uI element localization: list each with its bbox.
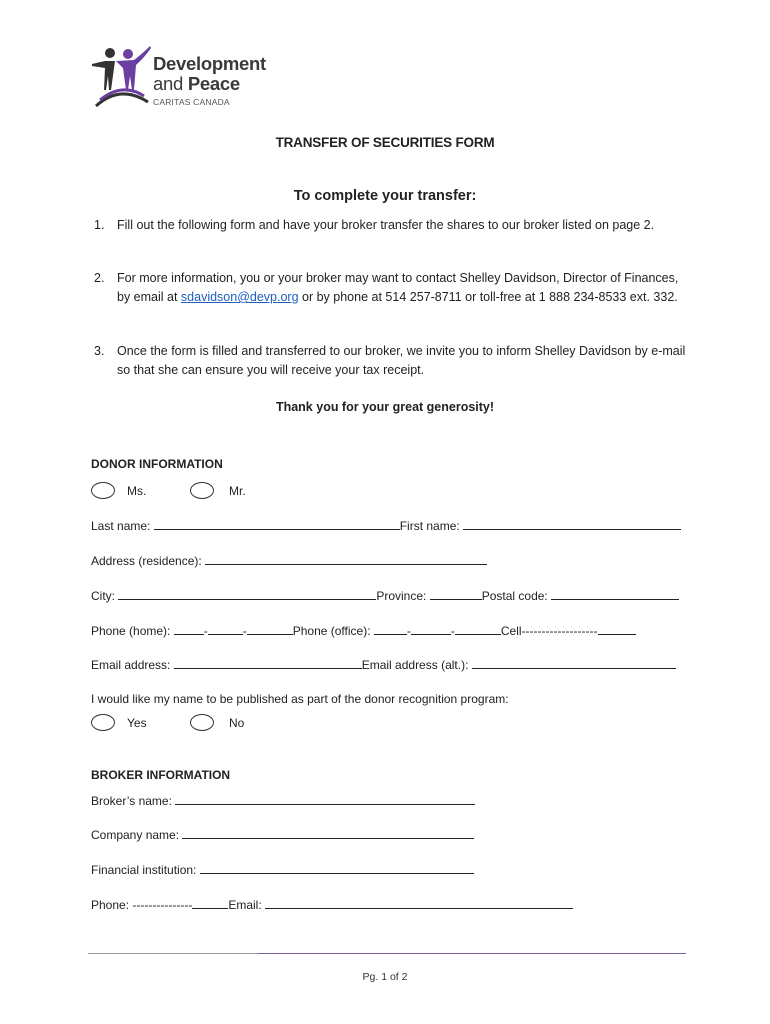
step-number: 2. [94, 271, 105, 285]
phone-office-label: Phone (office): [292, 624, 374, 638]
step-text [117, 269, 694, 307]
cell-dashes: ------------------- [521, 624, 598, 638]
company-row [91, 827, 474, 842]
email-alt-field[interactable] [472, 657, 676, 669]
step-number: 3. [94, 344, 105, 358]
step-text: Fill out the following form and have your broker transfer the shares to our broker listed on page 2. [117, 218, 655, 232]
phone-home-line-field[interactable] [247, 623, 293, 635]
logo-text-peace: Peace [187, 73, 240, 94]
broker-heading: BROKER INFORMATION [91, 768, 231, 782]
email-label: Email address: [91, 658, 174, 672]
donor-heading: DONOR INFORMATION [91, 457, 223, 471]
cell-field[interactable] [598, 623, 636, 635]
institution-label: Financial institution: [91, 863, 200, 877]
mr-label: Mr. [229, 484, 246, 498]
institution-row [91, 862, 474, 877]
publish-question: I would like my name to be published as part of the donor recognition program: [91, 692, 509, 706]
phone-home-label: Phone (home): [91, 624, 174, 638]
last-name-field[interactable] [154, 518, 400, 530]
step-3 [94, 342, 694, 380]
broker-name-field[interactable] [175, 793, 475, 805]
address-row [91, 553, 487, 568]
broker-phone-label: Phone: [91, 898, 133, 912]
logo-text-caritas: CARITAS CANADA [153, 97, 230, 107]
no-label: No [229, 716, 245, 730]
broker-name-label: Broker’s name: [91, 794, 176, 808]
email-row [91, 657, 676, 672]
logo-text-and: and [153, 73, 188, 94]
phone-row: Phone (home): - - Phone (office): - - Cell------------------- [91, 623, 636, 638]
yes-label: Yes [127, 716, 147, 730]
company-label: Company name: [91, 828, 183, 842]
broker-name-row [91, 793, 475, 808]
thanks-text: Thank you for your great generosity! [275, 400, 495, 414]
last-name-label: Last name: [91, 519, 154, 533]
subtitle: To complete your transfer: [293, 188, 477, 204]
phone-office-prefix-field[interactable] [411, 623, 451, 635]
no-radio[interactable] [190, 714, 214, 731]
step-text-part: or by phone at 514 257-8711 or toll-free at 1 888 234-8533 ext. 332. [298, 290, 678, 304]
province-label: Province: [376, 589, 430, 603]
logo [90, 44, 290, 114]
first-name-label: First name: [399, 519, 464, 533]
email-alt-label: Email address (alt.): [361, 658, 472, 672]
province-field[interactable] [430, 588, 482, 600]
logo-text-and-peace [153, 73, 240, 95]
email-link[interactable]: sdavidson@devp.org [180, 290, 299, 304]
phone-office-area-field[interactable] [374, 623, 407, 635]
phone-office-line-field[interactable] [455, 623, 501, 635]
company-field[interactable] [182, 827, 474, 839]
broker-phone-row [91, 897, 573, 912]
step-text-part: For more information, you or your broker may want to contact Shelley Davidson, Director of Finances, by email at [117, 271, 679, 304]
address-label: Address (residence): [91, 554, 206, 568]
broker-email-label: Email: [228, 898, 266, 912]
ms-label: Ms. [127, 484, 147, 498]
broker-email-field[interactable] [265, 897, 573, 909]
page-number: Pg. 1 of 2 [362, 971, 408, 983]
postal-code-field[interactable] [551, 588, 679, 600]
step-2 [94, 269, 694, 307]
cell-label: Cell [500, 624, 522, 638]
email-field[interactable] [174, 657, 362, 669]
broker-phone-dashes: --------------- [132, 898, 193, 912]
city-label: City: [91, 589, 119, 603]
postal-code-label: Postal code: [481, 589, 552, 603]
logo-figures-icon [90, 44, 152, 110]
mr-radio[interactable] [190, 482, 214, 499]
footer-rule-accent [258, 953, 686, 954]
phone-home-prefix-field[interactable] [208, 623, 243, 635]
step-number: 1. [94, 218, 105, 232]
footer-rule [88, 953, 686, 954]
city-row [91, 588, 679, 603]
form-title: TRANSFER OF SECURITIES FORM [275, 135, 495, 150]
yes-radio[interactable] [91, 714, 115, 731]
broker-phone-field[interactable] [192, 897, 228, 909]
logo-text-development: Development [153, 53, 266, 74]
institution-field[interactable] [200, 862, 474, 874]
first-name-field[interactable] [463, 518, 681, 530]
step-text: Once the form is filled and transferred to our broker, we invite you to inform Shelley Davidson by e-mail so that she can ensure you will receive your tax receipt. [117, 344, 686, 377]
phone-home-area-field[interactable] [174, 623, 204, 635]
city-field[interactable] [118, 588, 376, 600]
name-row [91, 518, 681, 533]
address-field[interactable] [205, 553, 487, 565]
step-1 [94, 216, 694, 235]
ms-radio[interactable] [91, 482, 115, 499]
